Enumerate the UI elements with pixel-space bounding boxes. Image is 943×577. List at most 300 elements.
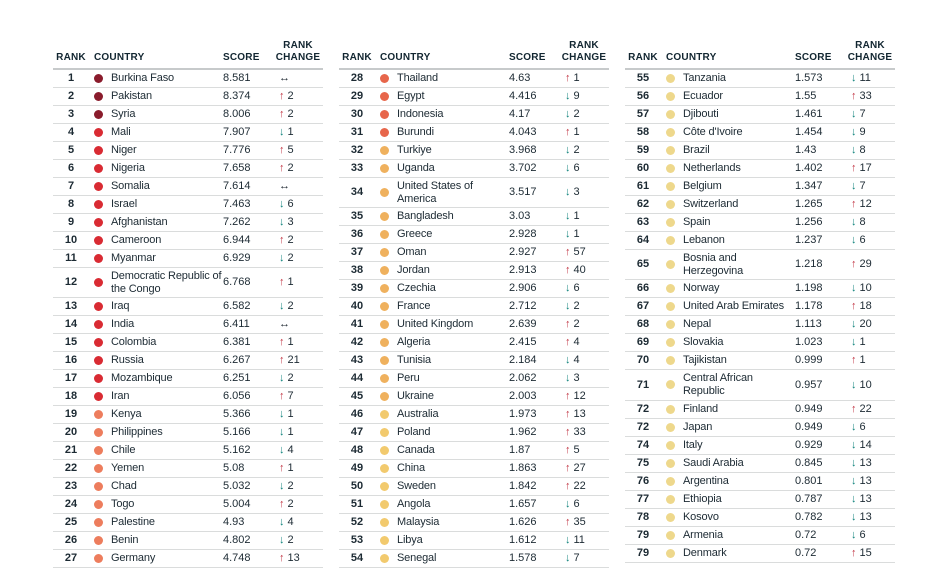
up-arrow-icon: ↑ [565,408,571,421]
country-name: Ecuador [683,90,723,103]
country-cell [89,180,223,193]
down-arrow-icon: ↓ [565,552,571,565]
score-value: 7.776 [223,144,251,157]
table-row [339,442,609,460]
rank-change-value: 7 [859,180,866,193]
rank-change-cell [273,318,323,331]
severity-dot-icon [380,164,389,173]
score-value: 4.043 [509,126,537,139]
rank-change-cell [559,318,609,331]
rank-value: 74 [636,438,650,451]
severity-dot-icon [380,146,389,155]
rank-change-value: 8 [859,144,866,157]
table-row [339,142,609,160]
country-name: Saudi Arabia [683,456,744,469]
rank-change-value: 33 [859,90,872,103]
country-name: Malaysia [397,516,440,529]
rank-value: 37 [350,246,364,259]
country-cell [661,108,795,121]
rank-change-cell [559,72,609,85]
rank-change-value: 6 [573,282,580,295]
rank-change-cell [559,186,609,199]
severity-dot-icon [94,182,103,191]
rank-value: 50 [350,480,364,493]
severity-dot-icon [94,446,103,455]
score-value: 1.454 [795,126,823,139]
rank-value: 45 [350,390,364,403]
severity-dot-icon [666,356,675,365]
country-cell [661,439,795,452]
table-row [625,545,895,563]
rank-change-cell [273,252,323,265]
severity-dot-icon [94,128,103,137]
score-value: 0.72 [795,546,817,559]
country-cell [375,228,509,241]
score-value: 1.973 [509,408,537,421]
rank-change-value: 6 [573,162,580,175]
country-cell [375,318,509,331]
score-value: 1.962 [509,426,537,439]
rank-value: 51 [350,498,364,511]
country-name: Lebanon [683,234,725,247]
country-cell [89,108,223,121]
same-arrow-icon: ↔ [279,180,290,193]
down-arrow-icon: ↓ [279,372,285,385]
country-name: Greece [397,228,433,241]
severity-dot-icon [380,74,389,83]
rank-change-value: 2 [287,162,294,175]
rank-change-value: 2 [287,498,294,511]
country-name: Slovakia [683,336,724,349]
rank-change-value: 13 [859,456,872,469]
country-cell [375,126,509,139]
rank-change-cell [845,108,895,121]
rank-change-value: 2 [573,318,580,331]
table-header-row [53,40,323,70]
score-value: 1.657 [509,498,537,511]
score-value: 6.768 [223,276,251,289]
country-name: Chile [111,444,136,457]
country-name: Yemen [111,462,145,475]
severity-dot-icon [380,266,389,275]
rank-change-cell [559,246,609,259]
severity-dot-icon [666,513,675,522]
rank-change-value: 9 [573,90,580,103]
rank-change-value: 7 [859,108,866,121]
country-name: India [111,318,135,331]
country-name: France [397,300,431,313]
table-row [339,532,609,550]
down-arrow-icon: ↓ [279,444,285,457]
rank-change-value: 13 [859,492,872,505]
score-value: 6.944 [223,234,251,247]
rank-change-cell [273,516,323,529]
rank-change-cell [845,282,895,295]
country-cell [89,462,223,475]
country-cell [89,408,223,421]
score-value: 0.72 [795,528,817,541]
rank-change-value: 4 [287,444,294,457]
country-name: Jordan [397,264,430,277]
table-row [339,160,609,178]
severity-dot-icon [666,218,675,227]
rank-change-value: 57 [573,246,586,259]
table-row [339,280,609,298]
rank-change-value: 29 [859,258,872,271]
table-row [339,460,609,478]
rank-value: 19 [64,408,78,421]
country-name: Italy [683,438,703,451]
rank-change-cell [559,228,609,241]
score-value: 7.658 [223,162,251,175]
severity-dot-icon [666,495,675,504]
rank-change-cell [845,529,895,542]
rank-change-cell [559,534,609,547]
rank-change-value: 6 [859,528,866,541]
column-header-score: SCORE [795,51,832,63]
rank-change-value: 10 [859,282,872,295]
severity-dot-icon [380,110,389,119]
rank-change-value: 11 [859,72,871,85]
score-value: 1.573 [795,72,823,85]
country-cell [661,126,795,139]
country-name: Indonesia [397,108,444,121]
up-arrow-icon: ↑ [565,516,571,529]
severity-dot-icon [666,549,675,558]
score-value: 4.802 [223,534,251,547]
rank-value: 47 [350,426,364,439]
up-arrow-icon: ↑ [565,126,571,139]
severity-dot-icon [94,146,103,155]
down-arrow-icon: ↓ [565,108,571,121]
column-header-score: SCORE [223,51,260,63]
up-arrow-icon: ↑ [279,276,285,289]
country-name: Algeria [397,336,431,349]
severity-dot-icon [380,554,389,563]
rank-change-value: 4 [573,354,580,367]
table-row [625,437,895,455]
rank-change-cell [273,276,323,289]
score-value: 3.968 [509,144,537,157]
up-arrow-icon: ↑ [565,480,571,493]
severity-dot-icon [94,236,103,245]
table-row [625,352,895,370]
rank-value: 62 [636,198,650,211]
up-arrow-icon: ↑ [279,336,285,349]
severity-dot-icon [666,110,675,119]
country-cell [375,480,509,493]
country-name: Japan [683,420,713,433]
down-arrow-icon: ↓ [851,474,857,487]
country-cell [375,264,509,277]
table-row [53,460,323,478]
table-row [53,214,323,232]
table-row [339,370,609,388]
table-row [339,244,609,262]
country-name: Myanmar [111,252,156,265]
country-name: Kenya [111,408,142,421]
score-value: 0.782 [795,510,823,523]
country-cell [375,462,509,475]
rank-change-cell [559,408,609,421]
rank-change-value: 2 [573,108,580,121]
column-header-change: RANK CHANGE [561,40,607,63]
rank-change-cell [845,457,895,470]
rank-change-cell [559,108,609,121]
rank-change-value: 1 [287,276,294,289]
up-arrow-icon: ↑ [279,90,285,103]
table-row [339,178,609,208]
rank-change-cell [845,90,895,103]
rank-change-value: 21 [287,354,300,367]
country-cell [375,180,509,205]
down-arrow-icon: ↓ [279,216,285,229]
country-name: Denmark [683,546,727,559]
rank-change-cell [845,126,895,139]
table-row [625,196,895,214]
table-row [625,250,895,280]
rank-change-cell [273,372,323,385]
country-name: Norway [683,282,720,295]
rank-change-value: 14 [859,438,872,451]
severity-dot-icon [94,428,103,437]
country-cell [375,444,509,457]
rank-value: 43 [350,354,364,367]
rank-value: 18 [64,390,78,403]
rank-value: 72 [636,402,650,415]
rank-value: 49 [350,462,364,475]
country-cell [661,216,795,229]
score-value: 2.003 [509,390,537,403]
rank-change-value: 13 [287,552,300,565]
rank-change-cell [845,198,895,211]
up-arrow-icon: ↑ [851,198,857,211]
ranking-table [339,40,609,568]
down-arrow-icon: ↓ [851,216,857,229]
rank-change-value: 9 [859,126,866,139]
rank-change-cell [273,90,323,103]
score-value: 8.581 [223,72,251,85]
table-row [625,370,895,400]
rank-value: 42 [350,336,364,349]
score-value: 0.787 [795,492,823,505]
rank-change-value: 18 [859,300,872,313]
country-cell [375,246,509,259]
rank-value: 17 [64,372,78,385]
country-cell [89,372,223,385]
same-arrow-icon: ↔ [279,72,290,85]
rank-value: 2 [67,90,75,103]
country-cell [375,144,509,157]
table-row [339,424,609,442]
table-row [53,232,323,250]
down-arrow-icon: ↓ [851,336,857,349]
rank-change-value: 15 [859,546,872,559]
rank-change-value: 3 [573,186,580,199]
rank-change-cell [559,90,609,103]
score-value: 1.218 [795,258,823,271]
rank-change-cell [845,234,895,247]
rank-change-cell [559,552,609,565]
up-arrow-icon: ↑ [565,246,571,259]
country-cell [89,234,223,247]
score-value: 1.461 [795,108,823,121]
country-name: Togo [111,498,135,511]
rank-change-value: 3 [287,216,294,229]
country-name: Angola [397,498,431,511]
country-name: Russia [111,354,144,367]
severity-dot-icon [666,74,675,83]
table-row [339,514,609,532]
down-arrow-icon: ↓ [851,456,857,469]
rank-value: 79 [636,528,650,541]
country-cell [375,108,509,121]
rank-change-value: 13 [859,474,872,487]
score-value: 7.614 [223,180,251,193]
severity-dot-icon [666,182,675,191]
country-cell [661,144,795,157]
severity-dot-icon [666,284,675,293]
country-cell [661,475,795,488]
score-value: 2.913 [509,264,537,277]
rank-change-cell [845,421,895,434]
severity-dot-icon [94,410,103,419]
rank-value: 21 [64,444,78,457]
rank-value: 52 [350,516,364,529]
severity-dot-icon [666,423,675,432]
country-cell [661,180,795,193]
up-arrow-icon: ↑ [565,444,571,457]
country-name: Afghanistan [111,216,168,229]
severity-dot-icon [94,464,103,473]
score-value: 1.237 [795,234,823,247]
country-cell [89,444,223,457]
severity-dot-icon [94,338,103,347]
score-value: 7.262 [223,216,251,229]
rank-change-value: 6 [859,420,866,433]
score-value: 2.184 [509,354,537,367]
rank-value: 28 [350,72,364,85]
country-cell [89,162,223,175]
score-value: 0.957 [795,378,823,391]
severity-dot-icon [666,441,675,450]
down-arrow-icon: ↓ [851,126,857,139]
country-cell [375,390,509,403]
score-value: 1.256 [795,216,823,229]
table-row [339,406,609,424]
country-cell [375,300,509,313]
table-row [339,298,609,316]
score-value: 0.929 [795,438,823,451]
rank-change-cell [273,408,323,421]
table-row [53,298,323,316]
rank-value: 63 [636,216,650,229]
rank-value: 35 [350,210,364,223]
up-arrow-icon: ↑ [565,318,571,331]
severity-dot-icon [94,302,103,311]
rank-change-cell [273,216,323,229]
table-header-row [339,40,609,70]
rank-change-cell [273,390,323,403]
severity-dot-icon [666,200,675,209]
table-row [53,160,323,178]
rank-value: 66 [636,282,650,295]
up-arrow-icon: ↑ [279,552,285,565]
severity-dot-icon [94,320,103,329]
country-name: Tajikistan [683,354,727,367]
rank-change-cell [273,198,323,211]
table-row [625,527,895,545]
up-arrow-icon: ↑ [279,108,285,121]
rank-value: 22 [64,462,78,475]
rank-value: 65 [636,258,650,271]
rank-value: 3 [67,108,75,121]
table-row [53,250,323,268]
rank-change-cell [559,462,609,475]
table-row [339,70,609,88]
country-name: United States of America [397,180,473,205]
down-arrow-icon: ↓ [565,498,571,511]
country-name: Somalia [111,180,150,193]
rank-value: 55 [636,72,650,85]
severity-dot-icon [666,236,675,245]
up-arrow-icon: ↑ [565,336,571,349]
country-name: Philippines [111,426,163,439]
down-arrow-icon: ↓ [279,300,285,313]
rank-change-cell [559,480,609,493]
rank-change-cell [845,475,895,488]
rank-value: 7 [67,180,75,193]
rank-change-value: 4 [287,516,294,529]
country-cell [89,336,223,349]
country-name: Tunisia [397,354,432,367]
down-arrow-icon: ↓ [279,516,285,529]
severity-dot-icon [380,248,389,257]
down-arrow-icon: ↓ [565,534,571,547]
severity-dot-icon [666,146,675,155]
country-cell [661,282,795,295]
severity-dot-icon [666,380,675,389]
rank-change-value: 2 [287,480,294,493]
country-cell [375,372,509,385]
country-name: Benin [111,534,139,547]
table-row [53,268,323,298]
rank-value: 15 [64,336,78,349]
up-arrow-icon: ↑ [279,144,285,157]
down-arrow-icon: ↓ [565,282,571,295]
country-cell [89,552,223,565]
table-row [53,196,323,214]
table-row [53,70,323,88]
country-name: Senegal [397,552,437,565]
table-row [625,232,895,250]
up-arrow-icon: ↑ [851,258,857,271]
down-arrow-icon: ↓ [279,252,285,265]
score-value: 0.949 [795,402,823,415]
country-name: Czechia [397,282,436,295]
rank-change-cell [559,354,609,367]
severity-dot-icon [666,302,675,311]
rank-value: 38 [350,264,364,277]
country-cell [375,282,509,295]
rank-value: 26 [64,534,78,547]
rank-change-cell [273,144,323,157]
score-value: 0.845 [795,456,823,469]
severity-dot-icon [666,320,675,329]
rank-change-cell [273,480,323,493]
rank-change-value: 2 [287,300,294,313]
country-name: Iran [111,390,130,403]
